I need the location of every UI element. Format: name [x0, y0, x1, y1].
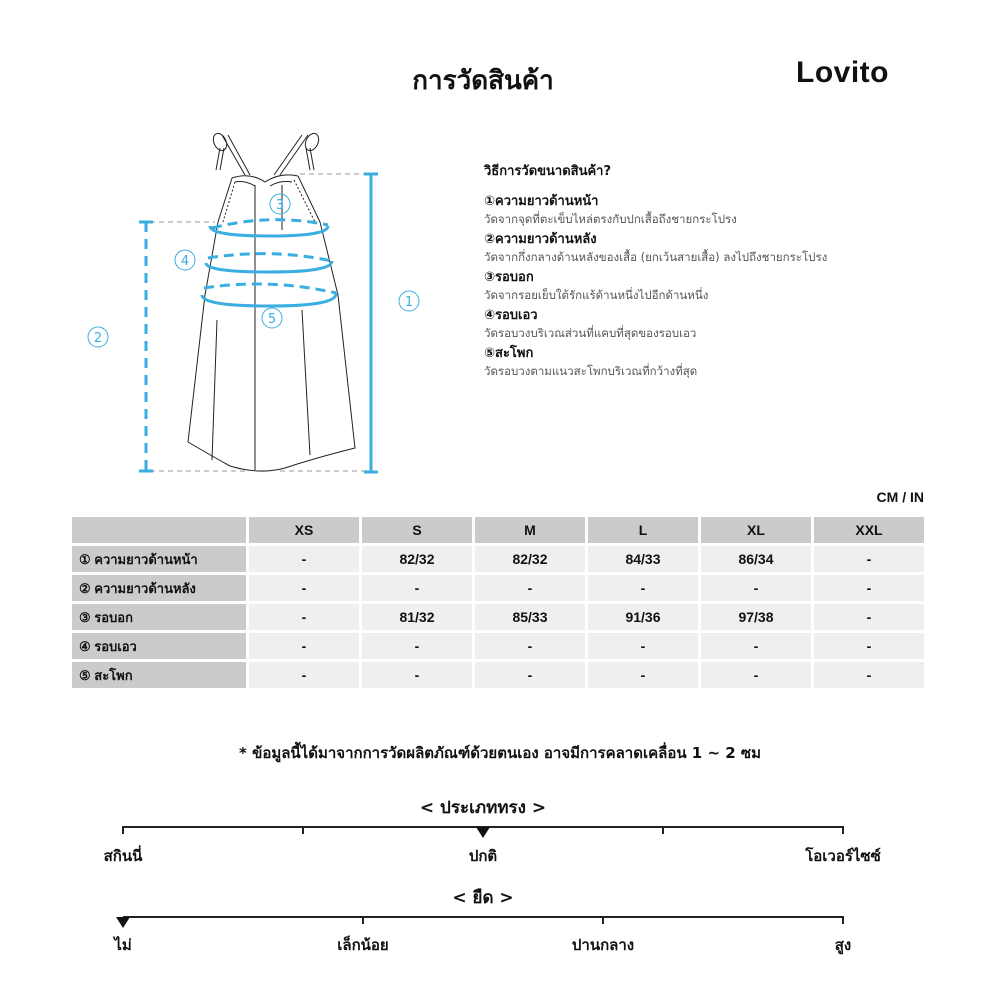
row-label: ① ความยาวด้านหน้า [72, 546, 246, 572]
guide-item-heading: ③รอบอก [484, 270, 534, 285]
table-row [72, 575, 924, 601]
guide-item-heading: ④รอบเอว [484, 308, 538, 323]
callout-3-label: 3 [275, 198, 285, 213]
stretch-scale-line [123, 916, 843, 918]
guide-item-heading: ②ความยาวด้านหลัง [484, 232, 597, 247]
stretch-scale-tick [602, 916, 604, 924]
table-row [72, 662, 924, 688]
table-cell: - [362, 575, 472, 601]
row-label: ⑤ สะโพก [72, 662, 246, 688]
table-cell: - [814, 662, 924, 688]
stretch-label-high: สูง [834, 936, 852, 954]
table-cell: - [588, 662, 698, 688]
table-cell: 82/32 [362, 546, 472, 572]
table-cell: - [475, 633, 585, 659]
table-cell: - [814, 604, 924, 630]
measurement-note: * ข้อมูลนี้ได้มาจากการวัดผลิตภัณฑ์ด้วยตนเอง อาจมีการคลาดเคลื่อน 1 ~ 2 ซม [239, 744, 761, 762]
size-table [69, 514, 927, 691]
page-title: การวัดสินค้า [412, 66, 554, 96]
header-cell [72, 517, 246, 543]
callout-4-label: 4 [180, 254, 190, 269]
table-cell: - [701, 575, 811, 601]
measuring-guide [484, 160, 914, 383]
callout-5-label: 5 [267, 312, 277, 327]
table-cell: - [814, 575, 924, 601]
guide-item-back-length [484, 231, 914, 266]
table-cell: - [588, 575, 698, 601]
table-cell: - [814, 546, 924, 572]
table-cell: - [249, 604, 359, 630]
callout-1-label: 1 [404, 295, 414, 310]
stretch-scale-tick [362, 916, 364, 924]
table-cell: - [588, 633, 698, 659]
table-cell: - [475, 575, 585, 601]
guide-item-waist [484, 307, 914, 342]
measure-lines [139, 174, 378, 472]
stretch-label-slight: เล็กน้อย [337, 936, 389, 954]
table-cell: 82/32 [475, 546, 585, 572]
callout-2-label: 2 [93, 331, 103, 346]
row-label: ③ รอบอก [72, 604, 246, 630]
stretch-selected-marker-icon [116, 917, 130, 928]
fit-scale-title: < ประเภททรง > [419, 798, 547, 818]
header-cell-m: M [475, 517, 585, 543]
table-cell: - [249, 662, 359, 688]
row-label: ④ รอบเอว [72, 633, 246, 659]
stretch-scale-title: < ยืด > [452, 888, 514, 908]
guide-item-description: วัดจากกึ่งกลางด้านหลังของเสื้อ (ยกเว้นสายเสื้อ) ลงไปถึงชายกระโปรง [484, 250, 828, 264]
unit-label: CM / IN [876, 489, 924, 505]
fit-scale-tick [122, 826, 124, 834]
fit-scale-tick [302, 826, 304, 834]
fit-selected-marker-icon [476, 827, 490, 838]
table-cell: 81/32 [362, 604, 472, 630]
table-cell: 86/34 [701, 546, 811, 572]
fit-label-oversize: โอเวอร์ไซซ์ [805, 847, 881, 865]
header-cell-s: S [362, 517, 472, 543]
guide-item-description: วัดจากรอยเย็บใต้รักแร้ด้านหนึ่งไปอีกด้านหนึ่ง [484, 288, 709, 302]
table-cell: 97/38 [701, 604, 811, 630]
table-cell: - [701, 662, 811, 688]
guide-item-heading: ①ความยาวด้านหน้า [484, 194, 599, 209]
fit-scale-tick [842, 826, 844, 834]
table-cell: 91/36 [588, 604, 698, 630]
fit-label-skinny: สกินนี่ [103, 847, 143, 865]
guide-title: วิธีการวัดขนาดสินค้า? [484, 164, 612, 179]
guide-item-heading: ⑤สะโพก [484, 346, 534, 361]
row-label: ② ความยาวด้านหลัง [72, 575, 246, 601]
table-cell: 85/33 [475, 604, 585, 630]
table-cell: - [814, 633, 924, 659]
guide-item-description: วัดรอบวงบริเวณส่วนที่แคบที่สุดของรอบเอว [484, 326, 697, 340]
guide-item-hip [484, 345, 914, 380]
header-cell-l: L [588, 517, 698, 543]
header-cell-xxl: XXL [814, 517, 924, 543]
guide-dashes [150, 174, 370, 471]
table-row [72, 604, 924, 630]
table-cell: - [362, 662, 472, 688]
table-cell: - [475, 662, 585, 688]
header-cell-xs: XS [249, 517, 359, 543]
guide-item-front-length [484, 193, 914, 228]
table-cell: - [701, 633, 811, 659]
table-cell: - [249, 575, 359, 601]
table-cell: - [362, 633, 472, 659]
stretch-label-medium: ปานกลาง [571, 936, 635, 954]
table-row [72, 546, 924, 572]
table-header-row [72, 517, 924, 543]
table-cell: 84/33 [588, 546, 698, 572]
guide-item-description: วัดจากจุดที่ตะเข็บไหล่ตรงกับปกเสื้อถึงชายกระโปรง [484, 212, 737, 226]
table-row [72, 633, 924, 659]
guide-item-bust [484, 269, 914, 304]
stretch-label-none: ไม่ [114, 936, 132, 954]
brand-logo: Lovito [796, 56, 889, 89]
stretch-scale-tick [842, 916, 844, 924]
guide-item-description: วัดรอบวงตามแนวสะโพกบริเวณที่กว้างที่สุด [484, 364, 698, 378]
dress-measurement-figure [70, 130, 430, 480]
fit-scale-tick [662, 826, 664, 834]
table-cell: - [249, 633, 359, 659]
table-cell: - [249, 546, 359, 572]
header-cell-xl: XL [701, 517, 811, 543]
fit-label-regular: ปกติ [468, 847, 498, 865]
